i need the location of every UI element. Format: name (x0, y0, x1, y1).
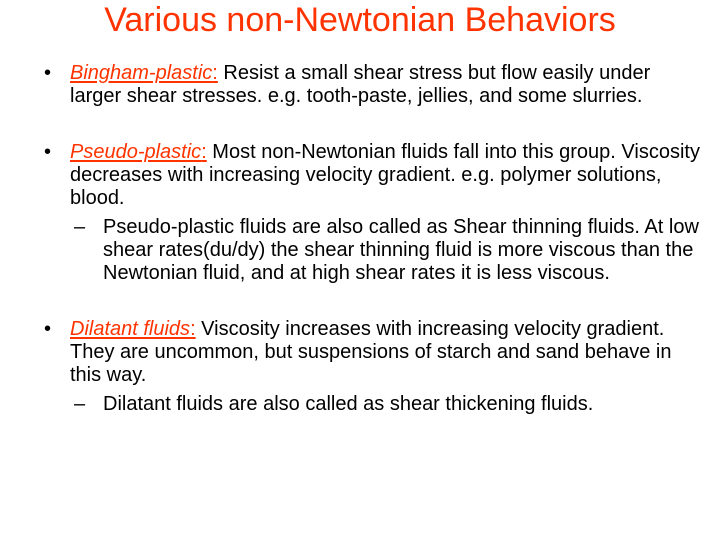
sub-bullet-glyph: – (74, 393, 86, 415)
sub-bullet-glyph: – (74, 216, 86, 238)
slide-title: Various non-Newtonian Behaviors (104, 1, 616, 39)
bullet-list (44, 62, 704, 416)
sub-item-text: Dilatant fluids are also called as shear thickening fluids. (103, 393, 594, 415)
bullet-glyph: • (44, 62, 52, 84)
bullet-glyph: • (44, 141, 52, 163)
sub-item-text: Pseudo-plastic fluids are also called as Shear thinning fluids. At low shear rates(du/dy) the shear thinning fluid is more viscous than the Newtonian fluid, and at high shear rates it is less viscous. (103, 216, 699, 284)
term-dilatant-fluids: Dilatant fluids (70, 318, 191, 340)
bullet-text: Most non-Newtonian fluids fall into this group. Viscosity decreases with increasing velocity gradient. e.g. polymer solutions, blood. (70, 141, 700, 209)
term-colon: : (190, 318, 196, 340)
term-colon: : (201, 141, 207, 163)
sub-item-shear-thinning (44, 216, 704, 285)
bullet-glyph: • (44, 318, 52, 340)
term-colon: : (212, 62, 218, 84)
term-bingham-plastic: Bingham-plastic (70, 62, 213, 84)
term-pseudo-plastic: Pseudo-plastic (70, 141, 202, 163)
bullet-text: Viscosity increases with increasing velocity gradient. They are uncommon, but suspensions of starch and sand behave in this way. (70, 318, 672, 386)
bullet-text: Resist a small shear stress but flow easily under larger shear stresses. e.g. tooth-paste, jellies, and some slurries. (70, 62, 651, 107)
bullet-item-pseudo-plastic (44, 141, 704, 210)
bullet-item-dilatant-fluids (44, 318, 704, 387)
sub-item-shear-thickening (44, 393, 704, 416)
bullet-item-bingham-plastic (44, 62, 704, 108)
